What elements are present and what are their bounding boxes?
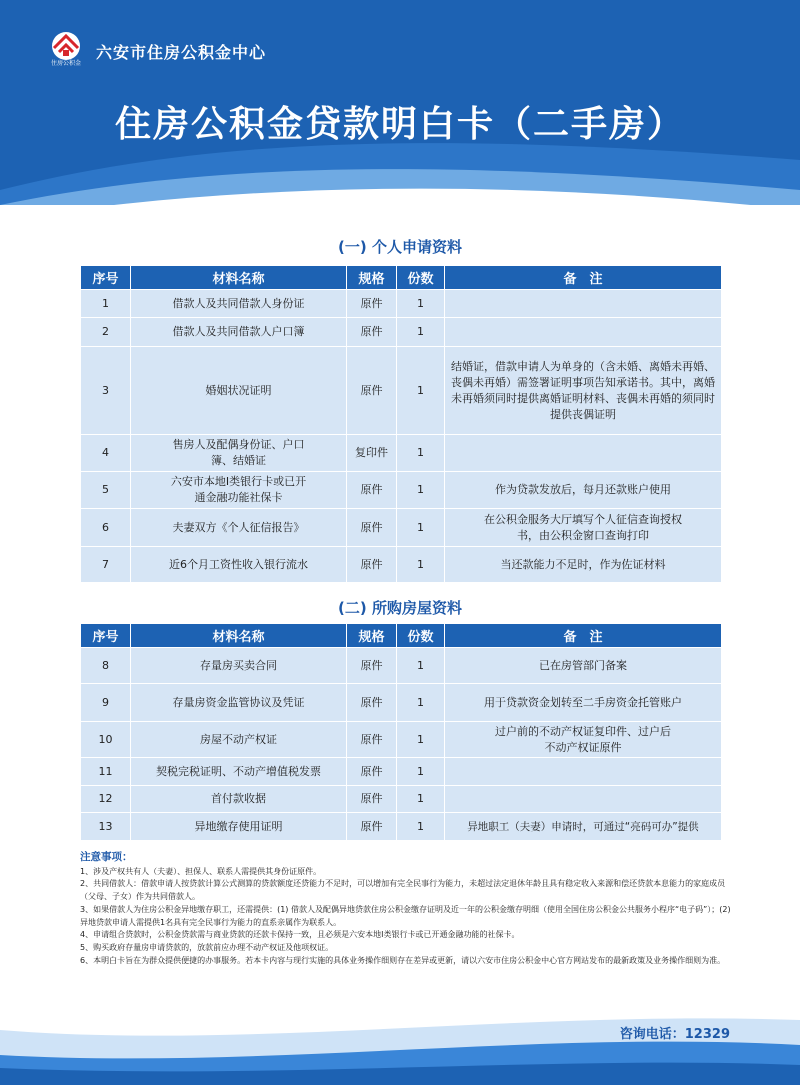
row-remark <box>445 290 722 318</box>
row-no: 10 <box>81 722 131 758</box>
header-banner <box>0 0 800 205</box>
row-remark: 已在房管部门备案 <box>445 648 722 684</box>
section-title-property: (二) 所购房屋资料 <box>338 599 462 617</box>
row-name: 夫妻双方《个人征信报告》 <box>131 509 347 547</box>
row-copies: 1 <box>397 435 445 472</box>
page-title: 住房公积金贷款明白卡（二手房） <box>114 103 685 145</box>
row-copies: 1 <box>397 813 445 841</box>
row-remark: 作为贷款发放后，每月还款账户使用 <box>445 472 722 509</box>
row-spec: 原件 <box>347 290 397 318</box>
column-header-copies: 份数 <box>397 266 445 290</box>
table-row <box>81 786 722 813</box>
table-row <box>81 290 722 318</box>
column-header-no: 序号 <box>81 624 131 648</box>
row-spec: 原件 <box>347 684 397 722</box>
row-name: 首付款收据 <box>131 786 347 813</box>
row-remark: 异地职工（夫妻）申请时，可通过“亮码可办”提供 <box>445 813 722 841</box>
row-no: 5 <box>81 472 131 509</box>
row-spec: 原件 <box>347 722 397 758</box>
row-remark: 当还款能力不足时，作为佐证材料 <box>445 547 722 583</box>
row-name: 售房人及配偶身份证、户口簿、结婚证 <box>131 435 347 472</box>
table-row <box>81 758 722 786</box>
section-title-personal: (一) 个人申请资料 <box>338 238 462 256</box>
table-header-row <box>81 266 722 290</box>
table-row <box>81 684 722 722</box>
note-item: 5、购买政府存量房申请贷款的，放款前应办理不动产权证及他项权证。 <box>80 942 334 952</box>
row-no: 3 <box>81 347 131 435</box>
column-header-spec: 规格 <box>347 624 397 648</box>
column-header-remark: 备 注 <box>445 266 722 290</box>
logo-caption: 住房公积金 <box>50 60 81 67</box>
property-materials-table <box>80 623 722 841</box>
organization-name: 六安市住房公积金中心 <box>96 43 267 62</box>
row-no: 1 <box>81 290 131 318</box>
column-header-no: 序号 <box>81 266 131 290</box>
table-row <box>81 547 722 583</box>
column-header-remark: 备 注 <box>445 624 722 648</box>
table-row <box>81 472 722 509</box>
row-copies: 1 <box>397 758 445 786</box>
row-no: 11 <box>81 758 131 786</box>
row-spec: 原件 <box>347 547 397 583</box>
row-name: 房屋不动产权证 <box>131 722 347 758</box>
row-copies: 1 <box>397 547 445 583</box>
note-item: 6、本明白卡旨在为群众提供便捷的办事服务。若本卡内容与现行实施的具体业务操作细则存在差异或更新，请以六安市住房公积金中心官方网站发布的最新政策及业务操作细则为准。 <box>80 955 726 965</box>
row-no: 4 <box>81 435 131 472</box>
table-row <box>81 648 722 684</box>
row-spec: 原件 <box>347 813 397 841</box>
row-spec: 原件 <box>347 318 397 347</box>
row-spec: 原件 <box>347 347 397 435</box>
table-row <box>81 347 722 435</box>
column-header-name: 材料名称 <box>131 624 347 648</box>
row-copies: 1 <box>397 472 445 509</box>
row-spec: 原件 <box>347 509 397 547</box>
row-spec: 原件 <box>347 758 397 786</box>
row-name: 借款人及共同借款人户口簿 <box>131 318 347 347</box>
row-no: 9 <box>81 684 131 722</box>
personal-materials-table <box>80 265 722 583</box>
row-remark: 在公积金服务大厅填写个人征信查询授权书，由公积金窗口查询打印 <box>445 509 722 547</box>
row-name: 存量房买卖合同 <box>131 648 347 684</box>
table-row <box>81 435 722 472</box>
row-copies: 1 <box>397 290 445 318</box>
row-name: 婚姻状况证明 <box>131 347 347 435</box>
row-name: 六安市本地Ⅰ类银行卡或已开通金融功能社保卡 <box>131 472 347 509</box>
row-no: 2 <box>81 318 131 347</box>
row-no: 7 <box>81 547 131 583</box>
row-remark <box>445 435 722 472</box>
column-header-name: 材料名称 <box>131 266 347 290</box>
row-remark: 过户前的不动产权证复印件、过户后不动产权证原件 <box>445 722 722 758</box>
row-spec: 复印件 <box>347 435 397 472</box>
row-name: 契税完税证明、不动产增值税发票 <box>131 758 347 786</box>
notes-section <box>80 851 732 967</box>
table-row <box>81 813 722 841</box>
row-remark <box>445 318 722 347</box>
row-copies: 1 <box>397 786 445 813</box>
row-remark <box>445 786 722 813</box>
note-item: 1、涉及产权共有人（夫妻）、担保人、联系人需提供其身份证原件。 <box>80 866 322 876</box>
table-row <box>81 509 722 547</box>
table-row <box>81 722 722 758</box>
row-copies: 1 <box>397 347 445 435</box>
row-spec: 原件 <box>347 786 397 813</box>
note-item: 4、申请组合贷款时，公积金贷款需与商业贷款的还款卡保持一致，且必须是六安本地Ⅰ类银行卡或已开通金融功能的社保卡。 <box>80 930 520 940</box>
row-copies: 1 <box>397 722 445 758</box>
row-name: 近6个月工资性收入银行流水 <box>131 547 347 583</box>
row-spec: 原件 <box>347 648 397 684</box>
row-remark: 用于贷款资金划转至二手房资金托管账户 <box>445 684 722 722</box>
row-copies: 1 <box>397 318 445 347</box>
note-item: 2、共同借款人：借款申请人按贷款计算公式测算的贷款额度还贷能力不足时，可以增加有完全民事行为能力，未超过法定退休年龄且具有稳定收入来源和偿还贷款本息能力的家庭成员（父母、子女）作为共同借款人。 <box>80 879 726 902</box>
row-no: 6 <box>81 509 131 547</box>
row-remark <box>445 758 722 786</box>
row-copies: 1 <box>397 648 445 684</box>
row-name: 存量房资金监管协议及凭证 <box>131 684 347 722</box>
row-name: 异地缴存使用证明 <box>131 813 347 841</box>
row-name: 借款人及共同借款人身份证 <box>131 290 347 318</box>
table-row <box>81 318 722 347</box>
hotline-number: 咨询电话：12329 <box>619 1027 730 1042</box>
row-spec: 原件 <box>347 472 397 509</box>
column-header-copies: 份数 <box>397 624 445 648</box>
row-copies: 1 <box>397 684 445 722</box>
note-item: 3、如果借款人为住房公积金异地缴存职工，还需提供：(1) 借款人及配偶异地贷款住房公积金缴存证明及近一年的公积金缴存明细（使用全国住房公积金公共服务小程序“电子码”）；(2) 异地贷款申请人需提供1名具有完全民事行为能力的直系亲属作为联系人。 <box>80 904 731 927</box>
row-no: 8 <box>81 648 131 684</box>
notes-title: 注意事项： <box>80 851 133 863</box>
footer-wave-decoration <box>0 1010 800 1085</box>
column-header-spec: 规格 <box>347 266 397 290</box>
row-remark: 结婚证，借款申请人为单身的（含未婚、离婚未再婚、丧偶未再婚）需签署证明事项告知承诺书。其中，离婚未再婚须同时提供离婚证明材料、丧偶未再婚的须同时提供丧偶证明 <box>445 347 722 435</box>
row-no: 13 <box>81 813 131 841</box>
row-copies: 1 <box>397 509 445 547</box>
row-no: 12 <box>81 786 131 813</box>
table-header-row <box>81 624 722 648</box>
